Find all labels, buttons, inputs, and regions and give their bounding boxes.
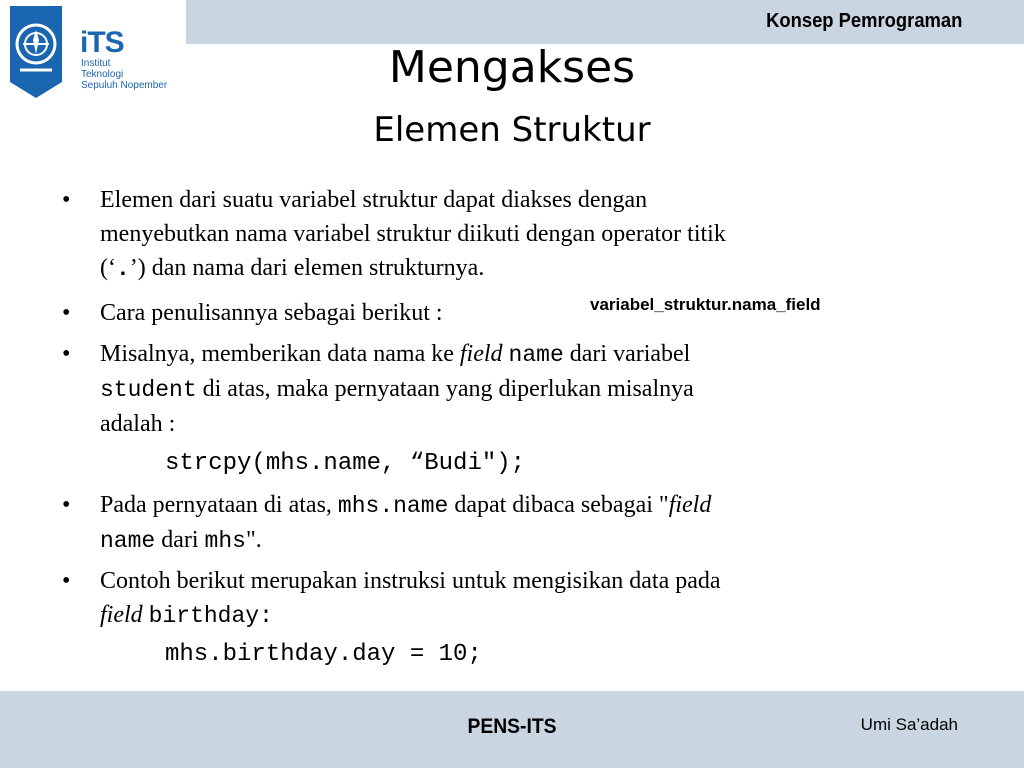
footer-band	[0, 691, 1024, 768]
bullet-marker: •	[62, 568, 71, 594]
code-strcpy: strcpy(mhs.name, “Budi");	[165, 450, 526, 477]
footer-author: Umi Sa’adah	[860, 715, 958, 734]
slide-subtitle: Elemen Struktur	[373, 110, 651, 150]
bullet-marker: •	[62, 300, 71, 326]
logo-abbr: iTS	[80, 26, 124, 59]
bullet-2: Cara penulisannya sebagai berikut :	[100, 300, 443, 326]
logo-subtitle: Institut Teknologi Sepuluh Nopember	[81, 58, 168, 91]
bullet-marker: •	[62, 187, 71, 213]
bullet-5: Contoh berikut merupakan instruksi untuk mengisikan data pada field birthday:	[100, 568, 721, 629]
bullet-3: Misalnya, memberikan data nama ke field name dari variabel student di atas, maka pernyataan yang diperlukan misalnya adalah :	[100, 341, 694, 437]
bullet-1: Elemen dari suatu variabel struktur dapat diakses dengan menyebutkan nama variabel struktur diikuti dengan operator titik (‘.’) dan nama dari elemen strukturnya.	[100, 187, 726, 282]
slide-title: Mengakses	[388, 42, 636, 93]
bullet-marker: •	[62, 492, 71, 518]
syntax-example: variabel_struktur.nama_field	[590, 295, 821, 314]
bullet-marker: •	[62, 341, 71, 367]
code-birthday: mhs.birthday.day = 10;	[165, 641, 482, 668]
bullet-4: Pada pernyataan di atas, mhs.name dapat dibaca sebagai "field name dari mhs".	[100, 492, 712, 554]
course-title: Konsep Pemrograman	[765, 10, 962, 32]
footer-institution: PENS-ITS	[467, 715, 557, 738]
dot-operator: .	[115, 256, 130, 282]
